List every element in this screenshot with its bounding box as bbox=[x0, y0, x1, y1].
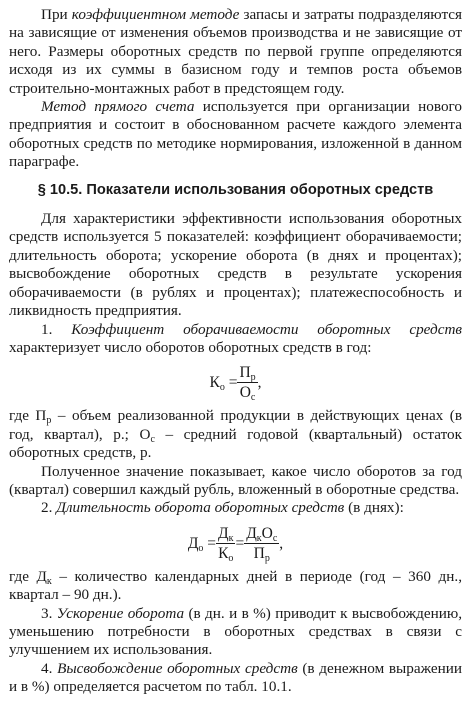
formula-turnover-ratio: $К_о$ = $\frac{П_р}{О_с}$ , bbox=[209, 364, 262, 404]
term-turnover-ratio: Коэффициент оборачиваемости оборотных средств bbox=[71, 320, 463, 338]
list-item-turnover-ratio: 1. Коэффициент оборачиваемости оборотных средств характеризует число оборотов оборотных средств в год: bbox=[9, 320, 463, 356]
fraction: $\frac{Д_кО_с}{П_р}$ bbox=[246, 524, 278, 564]
paragraph-formula1-legend: где $П_р$ – объем реализованной продукции в действующих ценах (в год, квартал), р.; $О_с$ – средний годовой (квартальный) остаток оборотных средств, р. bbox=[9, 407, 462, 462]
fraction: $\frac{П_р}{О_с}$ bbox=[239, 364, 256, 404]
paragraph-turnover-meaning: Полученное значение показывает, какое число оборотов за год (квартал) совершил каждый рубль, вложенный в оборотные средства. bbox=[9, 462, 462, 498]
term-funds-release: Высвобождение оборотных средств bbox=[57, 659, 298, 677]
term-turnover-duration: Длительность оборота оборотных средств bbox=[56, 499, 345, 517]
fraction: $\frac{Д_к}{К_о}$ bbox=[218, 524, 234, 564]
term-coefficient-method: коэффициентном методе bbox=[71, 6, 240, 23]
formula-turnover-duration: $Д_о$ = $\frac{Д_к}{К_о}$ = $\frac{Д_кО_с}{П_р}$ , bbox=[187, 524, 284, 564]
paragraph-indicators-intro: Для характеристики эффективности использования оборотных средств используется 5 показателей: коэффициент оборачиваемости; длительность оборота; ускорение оборота (в днях и процентах); высвобождение оборотных средств в результате ускорения оборачиваемости (в рублях и процентах); платежеспособность и ликвидность предприятия. bbox=[9, 210, 462, 320]
list-item-funds-release: 4. Высвобождение оборотных средств (в денежном выражении и в %) определяется расчетом по табл. 10.1. bbox=[9, 659, 463, 696]
term-turnover-acceleration: Ускорение оборота bbox=[56, 604, 185, 622]
list-item-turnover-duration: 2. Длительность оборота оборотных средств (в днях): bbox=[41, 499, 404, 517]
paragraph-direct-count-method: Метод прямого счета используется при организации нового предприятия и состоит в обоснованном расчете каждого элемента оборотных средств по методике нормирования, изложенной в данном параграфе. bbox=[9, 98, 462, 171]
term-direct-count-method: Метод прямого счета bbox=[41, 98, 195, 116]
section-heading: § 10.5. Показатели использования оборотных средств bbox=[37, 181, 434, 198]
list-item-turnover-acceleration: 3. Ускорение оборота (в дн. и в %) приводит к высвобождению, уменьшению потребности в оборотных средствах в связи с улучшением их использования. bbox=[9, 604, 462, 659]
paragraph-coefficient-method: При коэффициентном методе запасы и затраты подразделяются на зависящие от изменения объемов производства и не зависящие от него. Размеры оборотных средств по первой группе определяются исходя из их суммы в базисном году и темпов роста объемов строительно-монтажных работ в предстоящем году. bbox=[9, 6, 462, 97]
paragraph-formula2-legend: где $Д_к$ – количество календарных дней в периоде (год – 360 дн., квартал – 90 дн.). bbox=[9, 567, 462, 604]
